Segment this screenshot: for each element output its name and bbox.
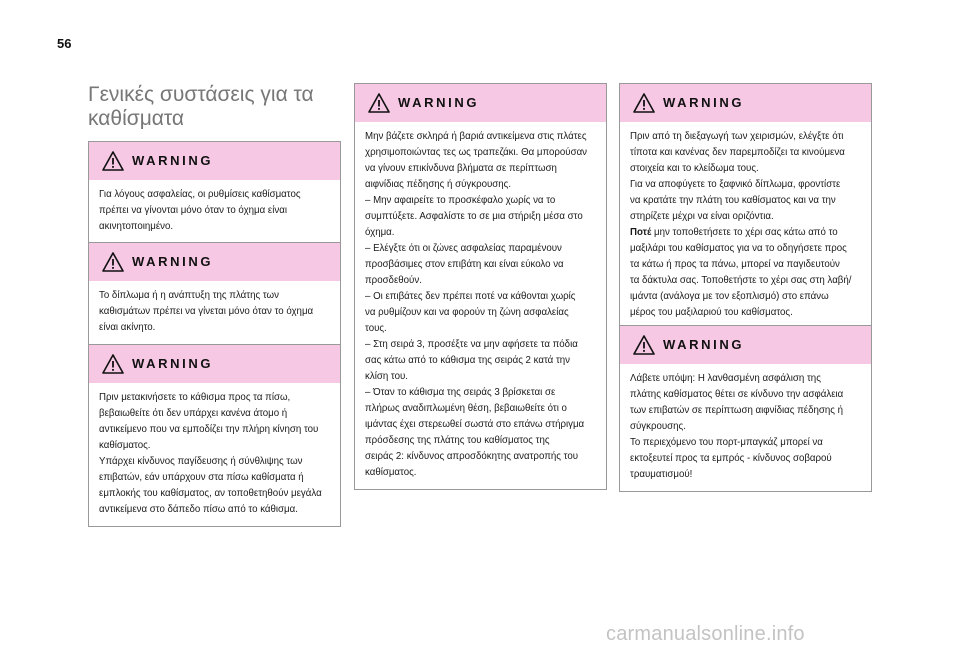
warning-line: – Στη σειρά 3, προσέξτε να μην αφήσετε τα πόδια: [365, 339, 578, 350]
warning-triangle-icon: [102, 252, 124, 272]
warning-title: WARNING: [132, 153, 214, 168]
warning-line: στοιχεία και το κλείδωμα τους.: [630, 163, 759, 174]
warning-box: [619, 325, 872, 492]
warning-triangle-icon: [633, 335, 655, 355]
warning-triangle-icon: [102, 354, 124, 374]
warning-line: Το περιεχόμενο του πορτ-μπαγκάζ μπορεί να: [630, 437, 823, 448]
warning-line: πρόσδεσης της πλάτης του καθίσματος της: [365, 435, 550, 446]
warning-line: των επιβατών σε περίπτωση αιφνίδιας πέδησης ή: [630, 405, 843, 416]
warning-line: συμπτύξετε. Ασφαλίστε το σε μια στήριξη μέσα στο: [365, 211, 583, 222]
warning-line: προσβάσιμες στον επιβάτη και είναι εύκολο να: [365, 259, 564, 270]
warning-line: – Όταν το κάθισμα της σειράς 3 βρίσκεται σε: [365, 387, 556, 398]
warning-line: καθίσματος.: [99, 440, 151, 451]
warning-line: καθίσματος.: [365, 467, 417, 478]
warning-line: πλήρως αναδιπλωμένη θέση, βεβαιωθείτε ότι ο: [365, 403, 567, 414]
warning-text: [355, 122, 606, 489]
warning-line: βεβαιωθείτε ότι δεν υπάρχει κανένα άτομο ή: [99, 408, 288, 419]
warning-line: πρέπει να γίνονται μόνο όταν το όχημα είναι: [99, 205, 287, 216]
warning-line: στηρίζετε μέχρι να είναι οριζόντια.: [630, 211, 774, 222]
warning-header: [89, 345, 340, 383]
warning-line: Πριν από τη διεξαγωγή των χειρισμών, ελέγξτε ότι: [630, 131, 844, 142]
warning-line: – Ελέγξτε ότι οι ζώνες ασφαλείας παραμένουν: [365, 243, 562, 254]
warning-line: [630, 225, 862, 241]
warning-header: [620, 84, 871, 122]
warning-line: ιμάντας έχει στερεωθεί σωστά στο επάνω στήριγμα: [365, 419, 585, 430]
warning-title: WARNING: [398, 95, 480, 110]
emphasis-text: Ποτέ: [630, 227, 652, 238]
warning-line: σειράς 2: κίνδυνος απροσδόκητης ανατροπής του: [365, 451, 579, 462]
warning-line: – Μην αφαιρείτε το προσκέφαλο χωρίς να το: [365, 195, 556, 206]
warning-text: [620, 122, 871, 329]
warning-line: επιβατών, εάν υπάρχουν στα πίσω καθίσματα ή: [99, 472, 304, 483]
warning-triangle-icon: [102, 151, 124, 171]
warning-box: [88, 141, 341, 244]
warning-text: [89, 383, 340, 526]
warning-text: [89, 180, 340, 243]
warning-line: πλάτης καθίσματος θέτει σε κίνδυνο την ασφάλεια: [630, 389, 844, 400]
warning-line: Για να αποφύγετε το ξαφνικό δίπλωμα, φροντίστε: [630, 179, 841, 190]
section-heading: Γενικές συστάσεις για τα καθίσματα: [88, 83, 314, 130]
warning-line: ακινητοποιημένο.: [99, 221, 174, 232]
warning-line: κλίση του.: [365, 371, 408, 382]
warning-line: σας κάτω από το κάθισμα της σειράς 2 κατά την: [365, 355, 571, 366]
warning-line-rest: μην τοποθετήσετε το χέρι σας κάτω από το: [651, 227, 838, 238]
warning-line: χρησιμοποιώντας τες ως τραπεζάκι. Θα μπορούσαν: [365, 147, 588, 158]
warning-line: τους.: [365, 323, 387, 334]
warning-line: τραυματισμού!: [630, 469, 693, 480]
warning-text: [620, 364, 871, 491]
warning-triangle-icon: [368, 93, 390, 113]
warning-line: να γίνουν επικίνδυνα βλήματα σε περίπτωση: [365, 163, 557, 174]
warning-line: Λάβετε υπόψη: Η λανθασμένη ασφάλιση της: [630, 373, 821, 384]
warning-title: WARNING: [132, 254, 214, 269]
watermark: carmanualsonline.info: [606, 623, 805, 645]
warning-line: προσδεθούν.: [365, 275, 422, 286]
warning-line: να ρυθμίζουν και να φορούν τη ζώνη ασφαλείας: [365, 307, 569, 318]
warning-line: μέρος του μαξιλαριού του καθίσματος.: [630, 307, 793, 318]
warning-header: [355, 84, 606, 122]
warning-box: [354, 83, 607, 490]
warning-line: αντικείμενο που να εμποδίζει την πλήρη κίνηση του: [99, 424, 319, 435]
warning-line: ιμάντα (ανάλογα με τον εξοπλισμό) στο επάνω: [630, 291, 829, 302]
warning-title: WARNING: [663, 337, 745, 352]
warning-box: [619, 83, 872, 330]
warning-text: [89, 281, 340, 344]
warning-line: Υπάρχει κίνδυνος παγίδευσης ή σύνθλιψης των: [99, 456, 303, 467]
warning-triangle-icon: [633, 93, 655, 113]
warning-line: εκτοξευτεί προς τα εμπρός - κίνδυνος σοβαρού: [630, 453, 832, 464]
warning-box: [88, 242, 341, 345]
warning-line: Το δίπλωμα ή η ανάπτυξη της πλάτης των: [99, 290, 279, 301]
warning-line: να κρατάτε την πλάτη του καθίσματος και να την: [630, 195, 836, 206]
warning-title: WARNING: [663, 95, 745, 110]
warning-line: μαξιλάρι του καθίσματος για να το οδηγήσετε προς: [630, 243, 847, 254]
warning-header: [89, 142, 340, 180]
warning-line: τίποτα και κανένας δεν παρεμποδίζει τα κινούμενα: [630, 147, 845, 158]
warning-line: τα δάκτυλα σας. Τοποθετήστε το χέρι σας στη λαβή/: [630, 275, 852, 286]
warning-line: σύγκρουσης.: [630, 421, 686, 432]
warning-header: [89, 243, 340, 281]
warning-line: αιφνίδιας πέδησης ή σύγκρουσης.: [365, 179, 512, 190]
warning-title: WARNING: [132, 356, 214, 371]
warning-line: Για λόγους ασφαλείας, οι ρυθμίσεις καθίσματος: [99, 189, 301, 200]
warning-line: καθισμάτων πρέπει να γίνεται μόνο όταν το όχημα: [99, 306, 314, 317]
warning-line: τα κάτω ή προς τα πάνω, μπορεί να παγιδευτούν: [630, 259, 840, 270]
page-number: 56: [57, 36, 72, 51]
warning-line: όχημα.: [365, 227, 395, 238]
warning-line: Μην βάζετε σκληρά ή βαριά αντικείμενα στις πλάτες: [365, 131, 587, 142]
warning-line: εμπλοκής του καθίσματος, αν τοποθετηθούν μεγάλα: [99, 488, 322, 499]
warning-line: είναι ακίνητο.: [99, 322, 156, 333]
warning-line: – Οι επιβάτες δεν πρέπει ποτέ να κάθονται χωρίς: [365, 291, 576, 302]
warning-line: Πριν μετακινήσετε το κάθισμα προς τα πίσω,: [99, 392, 291, 403]
warning-box: [88, 344, 341, 527]
warning-header: [620, 326, 871, 364]
warning-line: αντικείμενα στο δάπεδο πίσω από το κάθισμα.: [99, 504, 298, 515]
